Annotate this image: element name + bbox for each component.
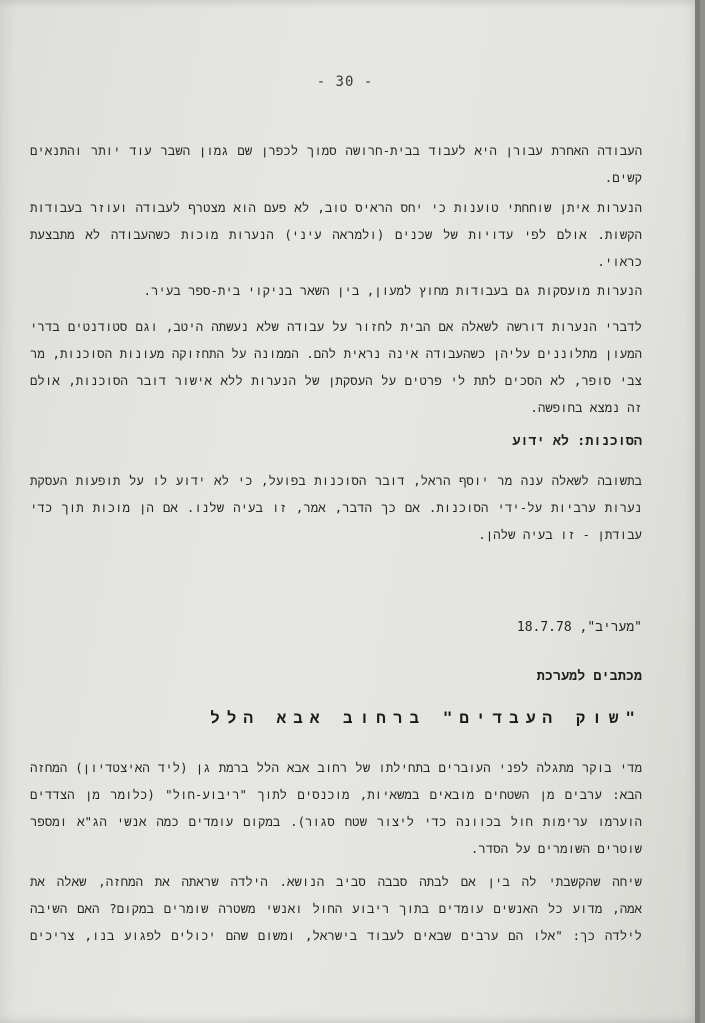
paragraph-2 (30, 194, 642, 275)
section-heading: הסוכנות: לא ידוע (512, 433, 642, 449)
text-line: קשים. (604, 170, 642, 185)
text-line: הנערות מועסקות גם בעבודות מחוץ למעון, בין השאר בניקוי בית-ספר בעיר. (143, 283, 642, 298)
source-citation: "מעריב", 18.7.78 (516, 620, 642, 635)
text-line: המעון מתלוננים עליהן כשהעבודה אינה נראית להם. הממונה על התחזוקה מעונות הסוכנות, מר (30, 346, 642, 361)
text-line: כראוי. (597, 254, 642, 269)
article-title: "שוק העבדים" ברחוב אבא הלל (210, 708, 642, 727)
text-line: שוטרים השומרים על הסדר. (470, 841, 642, 856)
paragraph-4 (30, 313, 642, 421)
article-paragraph-2 (30, 868, 642, 949)
text-line: צבי סופר, לא הסכים לתת לי פרטים על העסקתן של הנערות ללא אישור דובר הסוכנות, אולם (30, 373, 642, 388)
text-line: שיחה שהקשבתי לה בין אם לבתה סבבה סביב הנושא. הילדה שראתה את המחזה, שאלה את (30, 874, 642, 889)
text-line: הוערמו ערימות חול בכוונה כדי ליצור שטח סגור). במקום עומדים כמה אנשי הג"א ומספר (30, 814, 642, 829)
page-edge (695, 0, 700, 1023)
text-line: בתשובה לשאלה ענה מר יוסף הראל, דובר הסוכנות בפועל, כי לא ידוע לו על תופעות העסקת (30, 473, 642, 488)
text-line: לדברי הנערות דורשה לשאלה אם הבית לחזור על עבודה שלא נעשתה היטב, וגם סטודנטים בדרי (30, 319, 642, 334)
letters-heading: מכתבים למערכת (536, 668, 642, 684)
text-line: עבודתן - זו בעיה שלהן. (478, 527, 642, 542)
text-line: העבודה האחרת עבורן היא לעבוד בבית-חרושה סמוך לכפרן שם גמון השבר עוד יותר והתנאים (30, 143, 642, 158)
text-line: לילדה כך: "אלו הם ערבים שבאים לעבוד בישראל, ומשום שהם יכולים לפגוע בנו, צריכים (30, 928, 642, 943)
text-line: נערות ערביות על-ידי הסוכנות. אם כך הדבר, אמר, זו בעיה שלנו. אם הן מוכות תוך כדי (30, 500, 642, 515)
paragraph-1 (30, 137, 642, 191)
text-line: אמה, מדוע כל האנשים עומדים בתוך ריבוע החול ואנשי משטרה שומרים במקום? האם השיבה (30, 901, 642, 916)
article-paragraph-1 (30, 754, 642, 862)
text-line: זה נמצא בחופשה. (530, 400, 642, 415)
text-line: מדי בוקר מתגלה לפני העוברים בתחילתו של רחוב אבא הלל ברמת גן (ליד האיצטדיון) המחזה (30, 760, 642, 775)
text-line: הבא: ערבים מן השטחים מובאים במשאיות, מוכנסים לתוך "ריבוע-חול" (כלומר מן הצדדים (30, 787, 642, 802)
text-line: הקשות. אולם לפי עדויות של שכנים (ולמראה עיני) הנערות מוכות כשהעבודה לא מתבצעת (30, 227, 642, 242)
page-number: - 30 - (316, 74, 374, 90)
section-paragraph (30, 467, 642, 548)
paragraph-3 (30, 277, 642, 304)
text-line: הנערות איתן שוחחתי טוענות כי יחס הראיס טוב, לא פעם הוא מצטרף לעבודה ועוזר בעבודות (30, 200, 642, 215)
